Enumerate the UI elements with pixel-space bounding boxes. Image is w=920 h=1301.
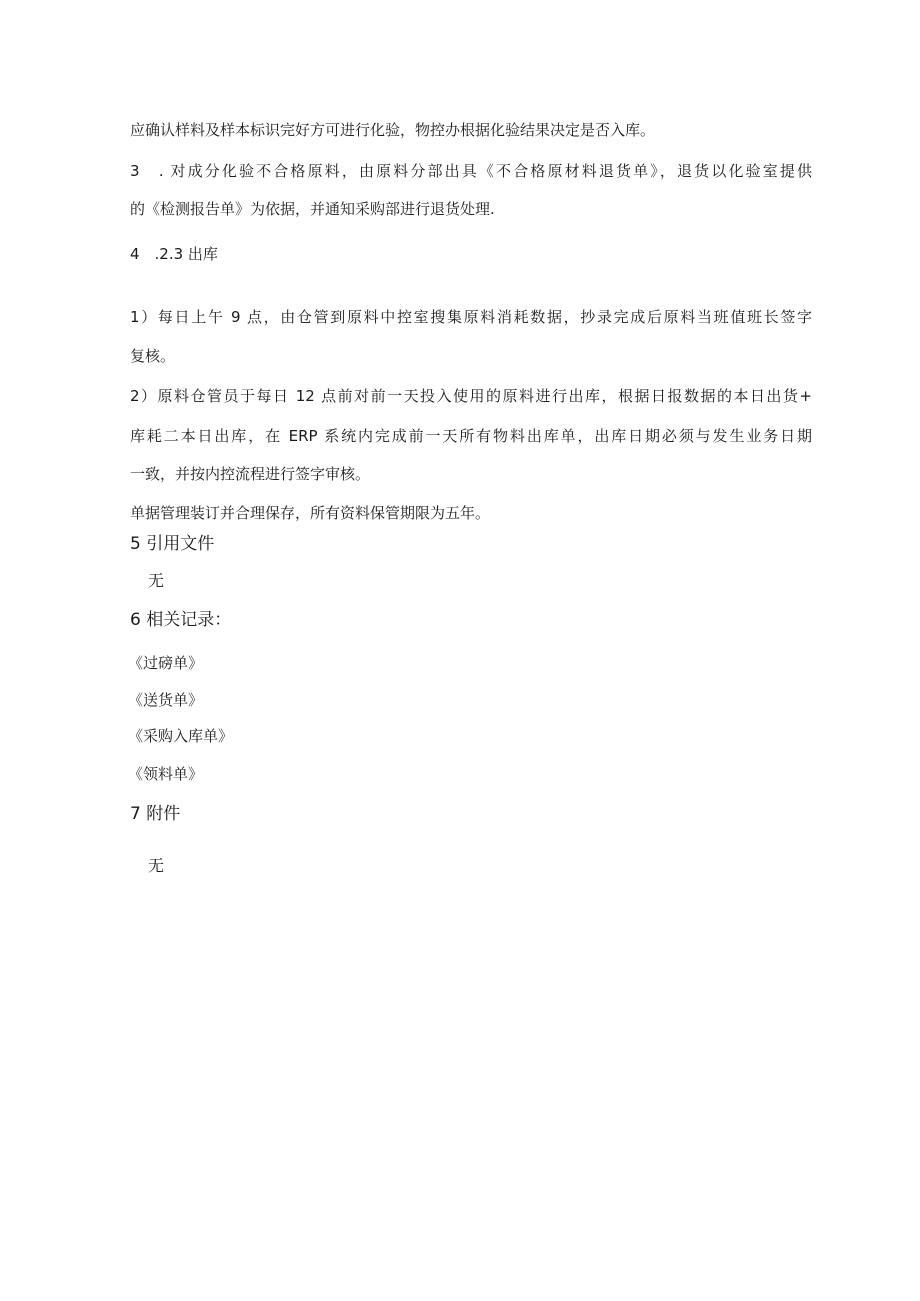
item-1-line-1: 1）每日上午 9 点，由仓管到原料中控室搜集原料消耗数据，抄录完成后原料当班值班长签字 [130, 308, 812, 326]
item-2-line-3: 一致，并按内控流程进行签字审核。 [130, 465, 371, 483]
section-heading-references: 5 引用文件 [130, 534, 215, 554]
paragraph-return-line-1: 3 . 对成分化验不合格原料，由原料分部出具《不合格原材料退货单》，退货以化验室提供 [130, 162, 812, 180]
paragraph-return-line-2: 的《检测报告单》为依据，并通知采购部进行退货处理. [130, 200, 495, 218]
record-item-weighing: 《过磅单》 [128, 654, 204, 672]
item-2-line-2: 库耗二本日出库，在 ERP 系统内完成前一天所有物料出库单，出库日期必须与发生业务日期 [130, 427, 812, 445]
item-2-line-1: 2）原料仓管员于每日 12 点前对前一天投入使用的原料进行出库，根据日报数据的本日出货+ [130, 387, 812, 405]
subsection-heading-outbound: 4 .2.3 出库 [130, 245, 218, 263]
record-item-delivery: 《送货单》 [128, 691, 204, 709]
attachments-content: 无 [148, 856, 165, 875]
references-content: 无 [148, 571, 165, 590]
paragraph-storage: 单据管理装订并合理保存，所有资料保管期限为五年。 [130, 504, 491, 522]
record-item-requisition: 《领料单》 [128, 765, 204, 783]
section-heading-attachments: 7 附件 [130, 804, 181, 824]
record-item-purchase-receipt: 《采购入库单》 [128, 727, 234, 745]
section-heading-records: 6 相关记录： [130, 610, 232, 630]
paragraph-sample-check: 应确认样料及样本标识完好方可进行化验，物控办根据化验结果决定是否入库。 [130, 121, 656, 139]
item-1-line-2: 复核。 [130, 347, 176, 365]
